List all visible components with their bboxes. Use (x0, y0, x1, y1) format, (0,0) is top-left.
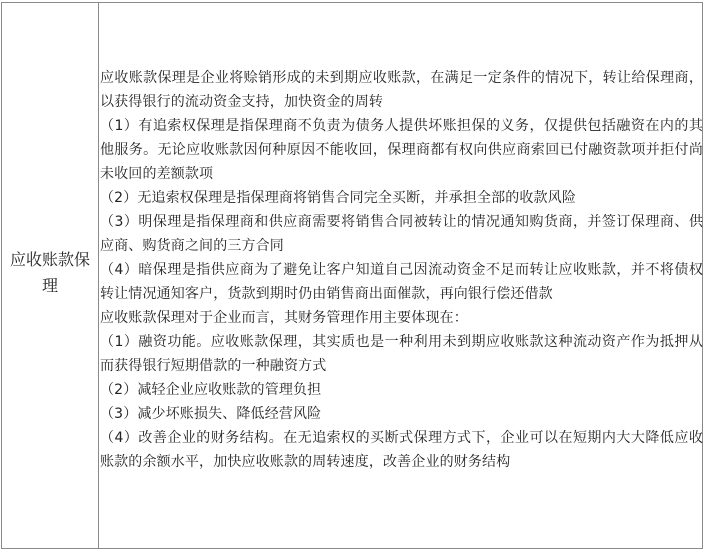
paragraph-function-reduce-risk: （3）减少坏账损失、降低经营风险 (100, 406, 322, 422)
row-header-label: 应收账款保理 (9, 249, 90, 295)
paragraph-undisclosed-factoring: （4）暗保理是指供应商为了避免让客户知道自己因流动资金不足而转让应收账款，并不将债权转让情况通知客户，货款到期时仍由销售商出面催款，再向银行偿还借款 (100, 262, 703, 302)
paragraph-function-financing: （1）融资功能。应收账款保理，其实质也是一种利用未到期应收账款这种流动资产作为抵押从而获得银行短期借款的一种融资方式 (100, 334, 703, 374)
paragraph-function-reduce-burden: （2）减轻企业应收账款的管理负担 (100, 382, 322, 398)
content-table (1, 2, 703, 549)
content-text-block (100, 66, 703, 474)
row-header-cell (2, 3, 99, 548)
paragraph-functions-intro: 应收账款保理对于企业而言，其财务管理作用主要体现在： (100, 310, 468, 326)
paragraph-non-recourse-factoring: （2）无追索权保理是指保理商将销售合同完全买断，并承担全部的收款风险 (100, 190, 577, 206)
paragraph-disclosed-factoring: （3）明保理是指保理商和供应商需要将销售合同被转让的情况通知购货商，并签订保理商、供应商、购货商之间的三方合同 (100, 214, 703, 254)
paragraph-recourse-factoring: （1）有追索权保理是指保理商不负责为债务人提供坏账担保的义务，仅提供包括融资在内的其他服务。无论应收账款因何种原因不能收回，保理商都有权向供应商索回已付融资款项并拒付尚未收回的差额款项 (100, 118, 703, 182)
paragraph-function-improve-structure: （4）改善企业的财务结构。在无追索权的买断式保理方式下，企业可以在短期内大大降低应收账款的余额水平，加快应收账款的周转速度，改善企业的财务结构 (100, 430, 703, 470)
paragraph-definition: 应收账款保理是企业将赊销形成的未到期应收账款，在满足一定条件的情况下，转让给保理商，以获得银行的流动资金支持，加快资金的周转 (100, 70, 703, 110)
row-content-cell (99, 3, 702, 548)
